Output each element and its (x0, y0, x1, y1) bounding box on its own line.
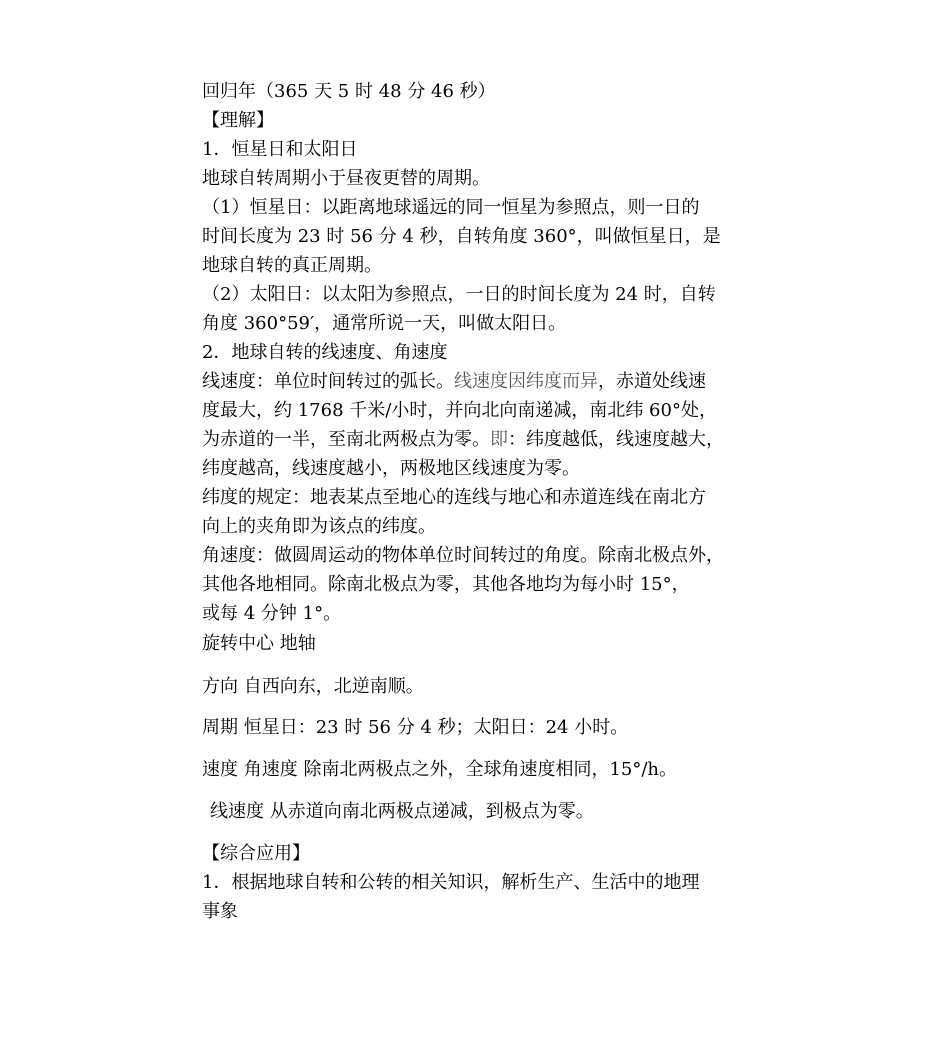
text-line-angular-velocity: 角速度：做圆周运动的物体单位时间转过的角度。除南北极点外， (202, 545, 724, 566)
subheading-sidereal-solar-day: 1．恒星日和太阳日 (202, 139, 358, 160)
subheading-rotation-velocity: 2．地球自转的线速度、角速度 (202, 342, 448, 363)
text-line: 向上的夹角即为该点的纬度。 (202, 516, 436, 537)
text-segment: 线速度：单位时间转过的弧长。 (202, 371, 454, 392)
table-row-rotation-center: 旋转中心 地轴 (202, 633, 316, 654)
text-line: 或每 4 分钟 1°。 (202, 603, 342, 624)
text-line: 度最大，约 1768 千米/小时，并向北向南递减，南北纬 60°处， (202, 400, 717, 421)
text-line: 时间长度为 23 时 56 分 4 秒，自转角度 360°，叫做恒星日，是 (202, 226, 721, 247)
text-line: 事象 (202, 901, 238, 922)
text-line: 角度 360°59′，通常所说一天，叫做太阳日。 (202, 313, 567, 334)
text-segment: 为赤道的一半，至南北两极点为零。 (202, 429, 490, 450)
text-line (202, 429, 724, 451)
text-segment: ，赤道处线速 (598, 371, 706, 392)
table-row-speed-linear: 线速度 从赤道向南北两极点递减，到极点为零。 (210, 801, 594, 822)
heading-comprehensive-application: 【综合应用】 (202, 843, 310, 864)
text-line: 纬度越高，线速度越小，两极地区线速度为零。 (202, 458, 580, 479)
text-line-tropical-year: 回归年（365 天 5 时 48 分 46 秒） (202, 81, 496, 102)
text-line-linear-velocity (202, 371, 706, 393)
text-segment-gray: 即 (490, 429, 508, 450)
text-segment-gray: 线速度因纬度而异 (454, 371, 598, 392)
text-segment: ：纬度越低，线速度越大， (508, 429, 724, 450)
text-line-latitude-definition: 纬度的规定：地表某点至地心的连线与地心和赤道连线在南北方 (202, 487, 706, 508)
text-line-solar-day: （2）太阳日：以太阳为参照点，一日的时间长度为 24 时，自转 (202, 284, 716, 305)
text-line: 其他各地相同。除南北极点为零，其他各地均为每小时 15°， (202, 574, 690, 595)
table-row-period: 周期 恒星日：23 时 56 分 4 秒；太阳日：24 小时。 (202, 717, 629, 738)
text-line-sidereal-day: （1）恒星日：以距离地球遥远的同一恒星为参照点，则一日的 (202, 197, 700, 218)
table-row-direction: 方向 自西向东，北逆南顺。 (202, 676, 424, 697)
heading-understanding: 【理解】 (202, 110, 274, 131)
table-row-speed-angular: 速度 角速度 除南北两极点之外，全球角速度相同，15°/h。 (202, 759, 678, 780)
text-line: 1．根据地球自转和公转的相关知识，解析生产、生活中的地理 (202, 872, 700, 893)
text-line: 地球自转的真正周期。 (202, 255, 382, 276)
text-line: 地球自转周期小于昼夜更替的周期。 (202, 168, 490, 189)
